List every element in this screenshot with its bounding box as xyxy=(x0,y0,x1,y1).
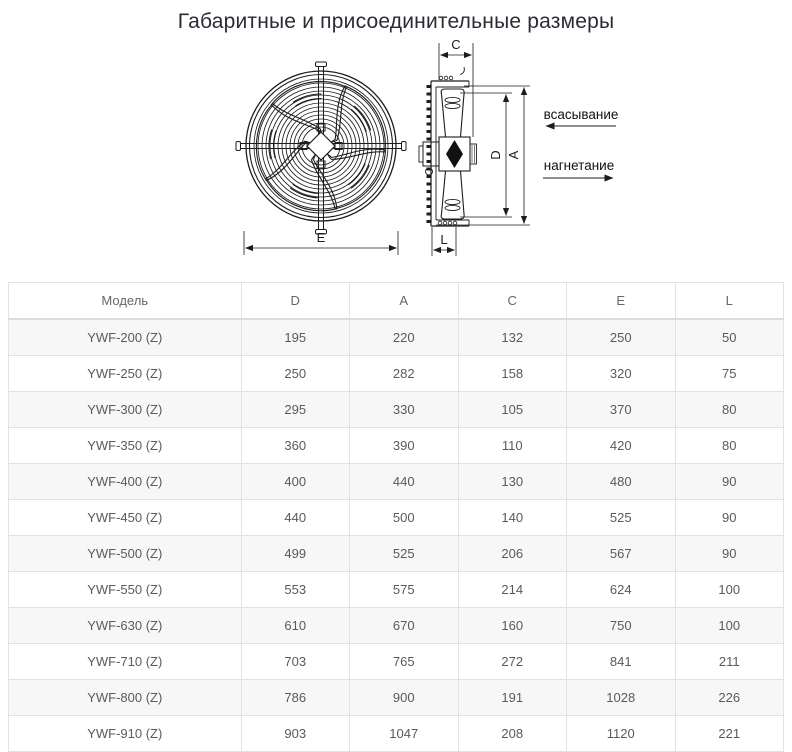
table-row xyxy=(9,319,784,356)
table-row xyxy=(9,644,784,680)
cell-model: YWF-350 (Z) xyxy=(9,428,242,464)
discharge-label: нагнетание xyxy=(543,158,615,173)
cell-l: 90 xyxy=(675,536,784,572)
table-header-row xyxy=(9,283,784,320)
cell-a: 330 xyxy=(350,392,459,428)
cell-model: YWF-910 (Z) xyxy=(9,716,242,752)
cell-d: 499 xyxy=(241,536,350,572)
dim-label-l: L xyxy=(440,232,448,247)
fan-dimensions-diagram xyxy=(0,38,792,276)
cell-e: 624 xyxy=(567,572,676,608)
cell-l: 90 xyxy=(675,464,784,500)
page xyxy=(0,10,792,752)
fan-technical-drawing xyxy=(228,38,708,276)
cell-e: 250 xyxy=(567,319,676,356)
cell-d: 786 xyxy=(241,680,350,716)
cell-l: 90 xyxy=(675,500,784,536)
cell-e: 567 xyxy=(567,536,676,572)
dim-label-a: A xyxy=(506,150,521,160)
cell-l: 80 xyxy=(675,392,784,428)
cell-c: 158 xyxy=(458,356,567,392)
column-header-a: A xyxy=(350,283,459,320)
cell-e: 1120 xyxy=(567,716,676,752)
column-header-c: C xyxy=(458,283,567,320)
dimension-d xyxy=(460,93,512,217)
cell-d: 295 xyxy=(241,392,350,428)
cell-c: 272 xyxy=(458,644,567,680)
cell-d: 360 xyxy=(241,428,350,464)
blade-side-bottom xyxy=(441,171,464,219)
table-row xyxy=(9,356,784,392)
dimensions-table xyxy=(8,282,784,752)
table-row xyxy=(9,716,784,752)
cell-model: YWF-710 (Z) xyxy=(9,644,242,680)
column-header-d: D xyxy=(241,283,350,320)
column-header-l: L xyxy=(675,283,784,320)
airflow-annotations xyxy=(543,107,618,178)
cell-c: 105 xyxy=(458,392,567,428)
dim-label-c: C xyxy=(451,38,461,52)
fan-side-view xyxy=(419,38,618,256)
table-row xyxy=(9,500,784,536)
cell-model: YWF-500 (Z) xyxy=(9,536,242,572)
cell-a: 1047 xyxy=(350,716,459,752)
cell-d: 400 xyxy=(241,464,350,500)
dim-label-d: D xyxy=(488,150,503,160)
cell-d: 440 xyxy=(241,500,350,536)
cell-model: YWF-400 (Z) xyxy=(9,464,242,500)
cell-e: 841 xyxy=(567,644,676,680)
cell-a: 282 xyxy=(350,356,459,392)
cell-d: 553 xyxy=(241,572,350,608)
cell-c: 110 xyxy=(458,428,567,464)
cell-l: 221 xyxy=(675,716,784,752)
cell-c: 214 xyxy=(458,572,567,608)
cell-model: YWF-200 (Z) xyxy=(9,319,242,356)
suction-label: всасывание xyxy=(543,107,619,122)
fan-front-view xyxy=(236,62,406,255)
table-row xyxy=(9,680,784,716)
cell-model: YWF-300 (Z) xyxy=(9,392,242,428)
cell-d: 250 xyxy=(241,356,350,392)
cell-e: 750 xyxy=(567,608,676,644)
cell-d: 610 xyxy=(241,608,350,644)
cell-e: 420 xyxy=(567,428,676,464)
cell-c: 130 xyxy=(458,464,567,500)
cell-c: 140 xyxy=(458,500,567,536)
cell-c: 160 xyxy=(458,608,567,644)
cell-a: 220 xyxy=(350,319,459,356)
cell-l: 75 xyxy=(675,356,784,392)
cell-l: 211 xyxy=(675,644,784,680)
cell-a: 900 xyxy=(350,680,459,716)
cell-model: YWF-250 (Z) xyxy=(9,356,242,392)
table-row xyxy=(9,536,784,572)
hub-diamond xyxy=(307,132,335,160)
cell-e: 525 xyxy=(567,500,676,536)
cell-model: YWF-550 (Z) xyxy=(9,572,242,608)
cell-a: 390 xyxy=(350,428,459,464)
cell-e: 1028 xyxy=(567,680,676,716)
cell-e: 320 xyxy=(567,356,676,392)
blade-side-top xyxy=(441,89,464,137)
cell-a: 765 xyxy=(350,644,459,680)
cell-l: 100 xyxy=(675,572,784,608)
cell-a: 500 xyxy=(350,500,459,536)
cell-e: 480 xyxy=(567,464,676,500)
page-title: Габаритные и присоединительные размеры xyxy=(177,10,615,33)
cell-model: YWF-800 (Z) xyxy=(9,680,242,716)
cell-a: 670 xyxy=(350,608,459,644)
cell-a: 525 xyxy=(350,536,459,572)
column-header-e: E xyxy=(567,283,676,320)
cell-a: 440 xyxy=(350,464,459,500)
cell-l: 80 xyxy=(675,428,784,464)
table-row xyxy=(9,572,784,608)
cell-d: 703 xyxy=(241,644,350,680)
table-row xyxy=(9,464,784,500)
table-row xyxy=(9,608,784,644)
column-header-model: Модель xyxy=(9,283,242,320)
cell-c: 132 xyxy=(458,319,567,356)
cell-model: YWF-450 (Z) xyxy=(9,500,242,536)
cell-c: 208 xyxy=(458,716,567,752)
cell-c: 206 xyxy=(458,536,567,572)
dim-label-e: E xyxy=(316,230,326,245)
cell-d: 903 xyxy=(241,716,350,752)
cell-l: 226 xyxy=(675,680,784,716)
cell-c: 191 xyxy=(458,680,567,716)
cell-e: 370 xyxy=(567,392,676,428)
cell-d: 195 xyxy=(241,319,350,356)
cell-model: YWF-630 (Z) xyxy=(9,608,242,644)
table-row xyxy=(9,392,784,428)
cell-a: 575 xyxy=(350,572,459,608)
cell-l: 50 xyxy=(675,319,784,356)
table-row xyxy=(9,428,784,464)
cell-l: 100 xyxy=(675,608,784,644)
